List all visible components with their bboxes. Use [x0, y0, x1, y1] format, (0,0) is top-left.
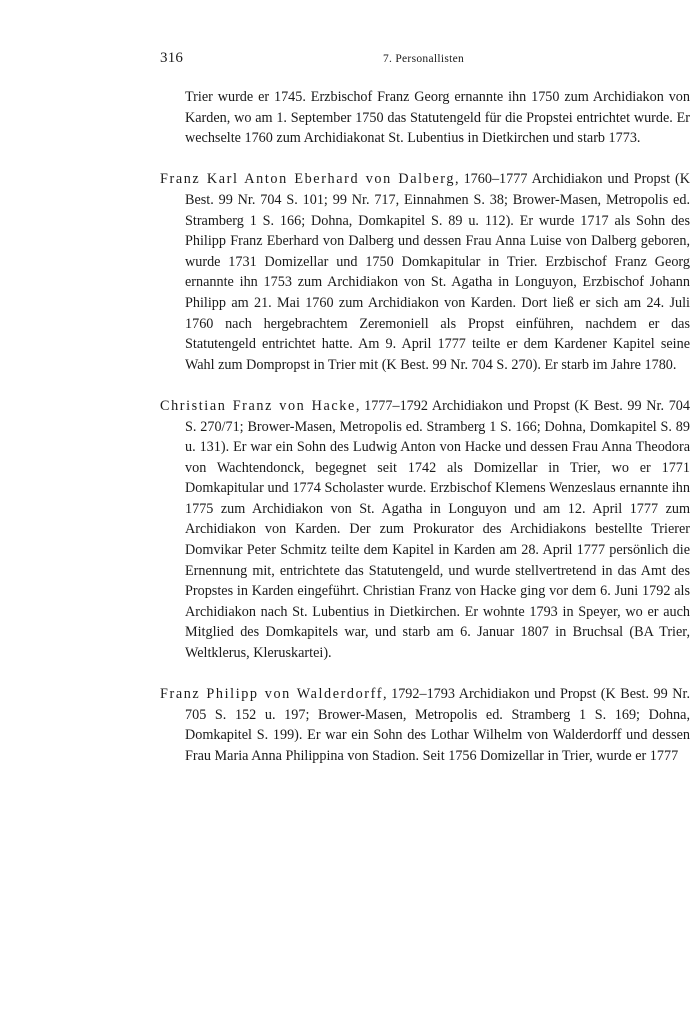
running-head: 7. Personallisten [382, 53, 465, 65]
entry-text: , 1792–1793 Archidiakon und Propst (K Best. 99 Nr. 705 S. 152 u. 197; Brower-Masen, Metropolis ed. Stramberg 1 S. 169; Dohna, Domkapitel S. 199). Er war ein Sohn des Lothar Wilhelm von Walderdorff und dessen Frau Maria Anna Philippina von Stadion. Seit 1756 Domizellar in Trier, wurde er 1777 [185, 686, 691, 764]
entry-text: , 1777–1792 Archidiakon und Propst (K Best. 99 Nr. 704 S. 270/71; Brower-Masen, Metropolis ed. Stramberg 1 S. 166; Dohna, Domkapitel S. 89 u. 131). Er war ein Sohn des Ludwig Anton von Hacke und dessen Frau Anna Theodora von Wachtendonck, begegnet seit 1742 als Domizellar in Trier, wo er 1771 Domkapitular und 1774 Scholaster wurde. Erzbischof Klemens Wenzeslaus ernannte ihn 1775 zum Archidiakon von St. Agatha in Longuyon und am 12. April 1777 zum Archidiakon von Karden. Der zum Prokurator des Archidiakons bestellte Trierer Domvikar Peter Schmitz teilte dem Kapitel in Karden am 28. April 1777 persönlich die Ernennung mit, entrichtete das Statutengeld, und wurde stellvertretend in das Amt des Propstes in Karden eingeführt. Christian Franz von Hacke ging vor dem 6. Juni 1792 als Archidiakon nach St. Lubentius in Dietkirchen. Er wohnte 1793 in Speyer, wo er auch Mitglied des Domkapitels war, und starb am 6. Januar 1807 in Bruchsal (BA Trier, Weltklerus, Kleruskartei). [185, 397, 690, 662]
entry-name: Franz Karl Anton Eberhard von Dalberg [160, 171, 456, 188]
page-header [160, 50, 687, 74]
entry-name: Christian Franz von Hacke [160, 397, 356, 414]
entry-hacke [160, 396, 690, 664]
entry-dalberg [160, 169, 690, 375]
entry-name: Franz Philipp von Walderdorff [160, 686, 384, 703]
entry-text: , 1760–1777 Archidiakon und Propst (K Best. 99 Nr. 704 S. 101; 99 Nr. 717, Einnahmen S. 38; Brower-Masen, Metropolis ed. Stramberg 1 S. 166; Dohna, Domkapitel S. 89 u. 112). Er wurde 1717 als Sohn des Philipp Franz Eberhard von Dalberg und dessen Frau Anna Luise von Dalberg geboren, wurde 1731 Domizellar und 1750 Domkapitular in Trier. Erzbischof Franz Georg ernannte ihn 1753 zum Archidiakon von St. Agatha in Longuyon, Erzbischof Johann Philipp am 21. Mai 1760 zum Archidiakon von Karden. Dort ließ er sich am 24. Juli 1760 nach hergebrachtem Zeremoniell als Propst einführen, nachdem er das Statutengeld entrichtet hatte. Am 9. April 1777 teilte er dem Kardener Kapitel seine Wahl zum Dompropst in Trier mit (K Best. 99 Nr. 704 S. 270). Er starb im Jahre 1780. [185, 171, 690, 373]
text-block [160, 87, 690, 767]
page-number: 316 [160, 50, 184, 66]
continuation-paragraph: Trier wurde er 1745. Erzbischof Franz Georg ernannte ihn 1750 zum Archidiakon von Karden, wo am 1. September 1750 das Statutengeld für die Propstei entrichtet wurde. Er wechselte 1760 zum Archidiakonat St. Lubentius in Dietkirchen und starb 1773. [185, 89, 690, 147]
entry-walderdorff [160, 684, 690, 766]
